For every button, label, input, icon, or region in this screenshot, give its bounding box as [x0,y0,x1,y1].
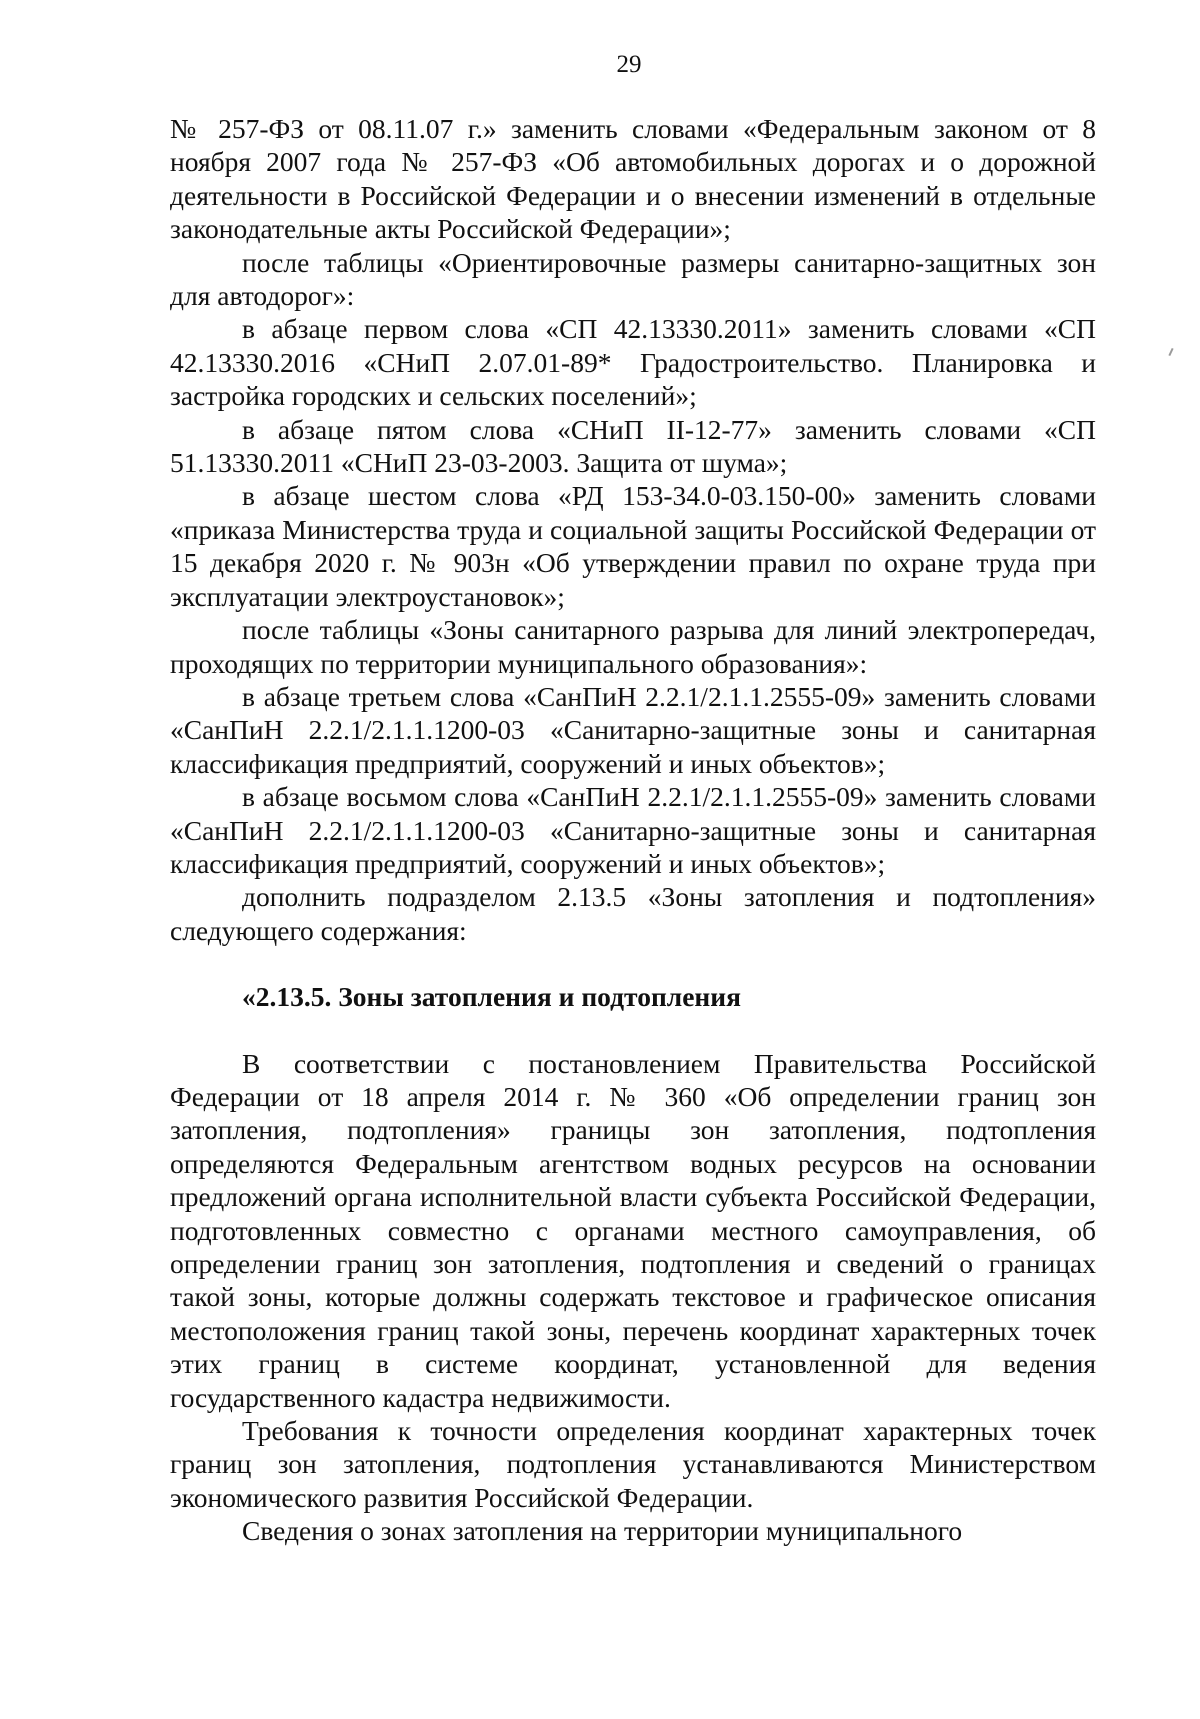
paragraph-continuation: № 257-ФЗ от 08.11.07 г.» заменить словами «Федеральным законом от 8 ноября 2007 года № 257-ФЗ «Об автомобильных дорогах и о дорожной деятельности в Российской Федерации и о внесении изменений в отдельные законодательные акты Российской Федерации»; [170,113,1096,245]
paragraph: в абзаце третьем слова «СанПиН 2.2.1/2.1.1.2555-09» заменить словами «СанПиН 2.2.1/2.1.1.1200-03 «Санитарно-защитные зоны и санитарная классификация предприятий, сооружений и иных объектов»; [170,680,1096,779]
paragraph: после таблицы «Зоны санитарного разрыва для линий электропередач, проходящих по территории муниципального образования»: [170,614,1096,679]
paragraph: в абзаце пятом слова «СНиП II-12-77» заменить словами «СП 51.13330.2011 «СНиП 23-03-2003. Защита от шума»; [170,413,1096,479]
section-paragraph: В соответствии с постановлением Правительства Российской Федерации от 18 апреля 2014 г. № 360 «Об определении границ зон затопления, подтопления» границы зон затопления, подтопления определяются Федеральным агентством водных ресурсов на основании предложений органа исполнительной власти субъекта Российской Федерации, подготовленных совместно с органами местного самоуправления, об определении границ зон затопления, подтопления и сведений о границах такой зоны, которые должны содержать текстовое и графическое описания местоположения границ такой зоны, перечень координат характерных точек этих границ в системе координат, установленной для ведения государственного кадастра недвижимости. [170,1047,1096,1413]
document-body [170,112,1096,1548]
section-heading: «2.13.5. Зоны затопления и подтопления [242,981,741,1013]
section-paragraph: Требования к точности определения координат характерных точек границ зон затопления, подтопления устанавливаются Министерством экономического развития Российской Федерации. [170,1415,1096,1513]
section-paragraph: Сведения о зонах затопления на территории муниципального [242,1515,963,1547]
paragraph: после таблицы «Ориентировочные размеры санитарно-защитных зон для автодорог»: [170,246,1096,312]
paragraph: дополнить подразделом 2.13.5 «Зоны затопления и подтопления» следующего содержания: [170,881,1096,946]
paragraph: в абзаце шестом слова «РД 153-34.0-03.150-00» заменить словами «приказа Министерства труда и социальной защиты Российской Федерации от 15 декабря 2020 г. № 903н «Об утверждении правил по охране труда при эксплуатации электроустановок»; [170,480,1096,612]
scan-artifact [1168,348,1173,356]
paragraph: в абзаце первом слова «СП 42.13330.2011» заменить словами «СП 42.13330.2016 «СНиП 2.07.01-89* Градостроительство. Планировка и застройка городских и сельских поселений»; [170,313,1096,412]
page-number: 29 [616,51,642,78]
paragraph: в абзаце восьмом слова «СанПиН 2.2.1/2.1.1.2555-09» заменить словами «СанПиН 2.2.1/2.1.1.1200-03 «Санитарно-защитные зоны и санитарная классификация предприятий, сооружений и иных объектов»; [170,781,1096,879]
